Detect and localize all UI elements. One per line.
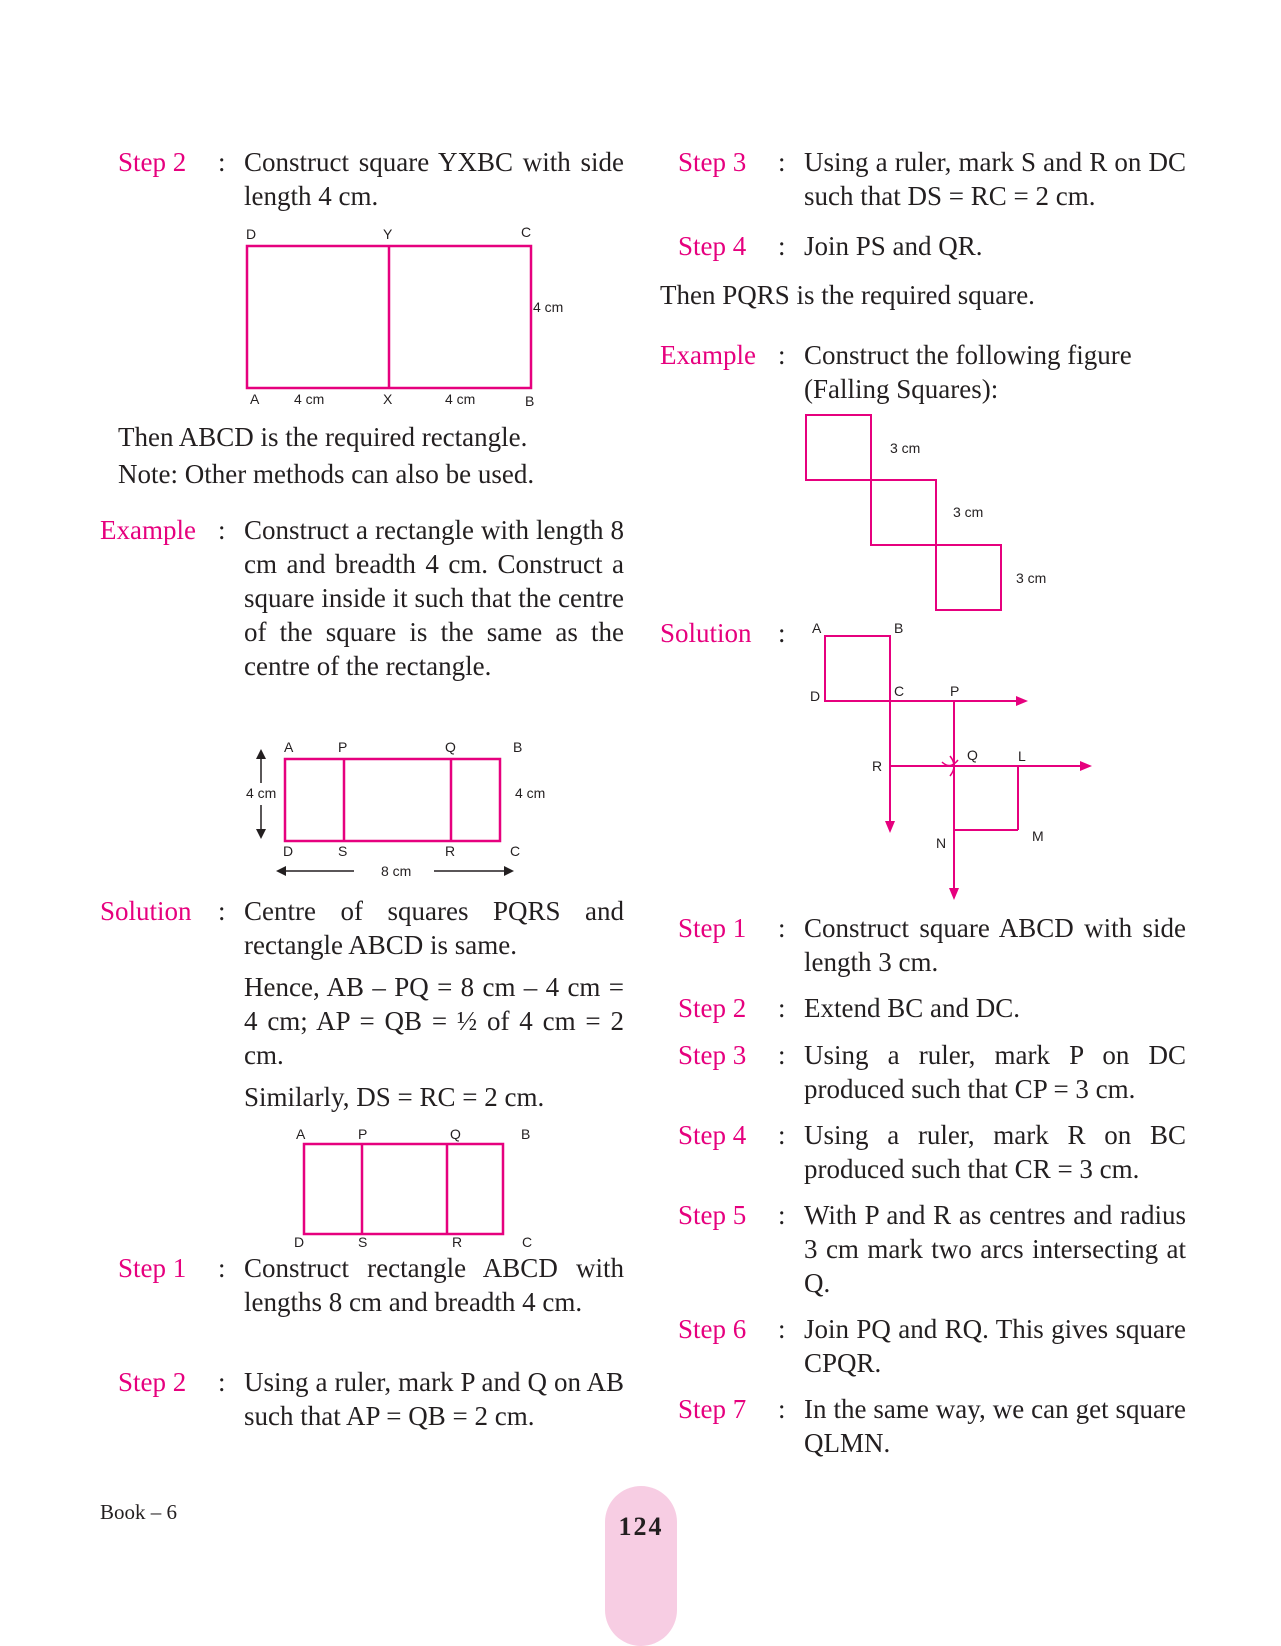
step-label: Step 1 bbox=[678, 913, 747, 943]
label-c: C bbox=[894, 683, 905, 699]
colon: : bbox=[218, 1253, 226, 1283]
label-a: A bbox=[250, 391, 260, 407]
example-text: Construct the following figure (Falling Squares): bbox=[804, 340, 1132, 404]
right-step-5 bbox=[678, 1198, 1186, 1300]
colon: : bbox=[778, 147, 786, 177]
label-c: C bbox=[521, 224, 532, 240]
label-b: B bbox=[521, 1126, 531, 1142]
colon: : bbox=[778, 1040, 786, 1070]
label-a: A bbox=[284, 739, 294, 755]
colon: : bbox=[218, 896, 226, 926]
label-b: B bbox=[513, 739, 523, 755]
right-step-2 bbox=[678, 991, 1186, 1025]
example-falling-squares bbox=[660, 338, 1186, 406]
step-label: Step 7 bbox=[678, 1394, 747, 1424]
label-r: R bbox=[452, 1234, 463, 1250]
label-n: N bbox=[936, 835, 947, 851]
colon: : bbox=[778, 1314, 786, 1344]
label-3cm-mid: 3 cm bbox=[953, 504, 984, 520]
label-r: R bbox=[872, 758, 883, 774]
step-text: Extend BC and DC. bbox=[804, 993, 1020, 1023]
step-text: Using a ruler, mark P and Q on AB such that AP = QB = 2 cm. bbox=[244, 1367, 624, 1431]
step-label: Step 6 bbox=[678, 1314, 747, 1344]
label-d: D bbox=[294, 1234, 305, 1250]
solution-label: Solution bbox=[660, 618, 752, 648]
label-y: Y bbox=[383, 226, 393, 242]
colon: : bbox=[778, 993, 786, 1023]
hence-text: Hence, AB – PQ = 8 cm – 4 cm = 4 cm; AP = QB = ½ of 4 cm = 2 cm. bbox=[244, 972, 624, 1070]
note-text: Note: Other methods can also be used. bbox=[118, 459, 535, 489]
label-right-4cm: 4 cm bbox=[515, 785, 546, 801]
step-label: Step 4 bbox=[678, 231, 747, 261]
step-1-construct-rectangle bbox=[118, 1251, 624, 1319]
step-text: Join PQ and RQ. This gives square CPQR. bbox=[804, 1314, 1186, 1378]
colon: : bbox=[218, 147, 226, 177]
right-step-6 bbox=[678, 1312, 1186, 1380]
label-r: R bbox=[445, 843, 456, 859]
right-step-7 bbox=[678, 1392, 1186, 1460]
label-b: B bbox=[525, 393, 535, 409]
right-step-4 bbox=[678, 1118, 1186, 1186]
label-c: C bbox=[522, 1234, 533, 1250]
label-ax-4cm: 4 cm bbox=[294, 391, 325, 407]
label-p: P bbox=[358, 1126, 368, 1142]
label-a: A bbox=[812, 620, 822, 636]
example-rectangle bbox=[100, 513, 624, 683]
label-s: S bbox=[338, 843, 348, 859]
label-l: L bbox=[1018, 748, 1026, 764]
colon: : bbox=[778, 231, 786, 261]
label-s: S bbox=[358, 1234, 368, 1250]
label-p: P bbox=[338, 739, 348, 755]
colon: : bbox=[778, 913, 786, 943]
step-text: Using a ruler, mark S and R on DC such that DS = RC = 2 cm. bbox=[804, 147, 1186, 211]
page-number: 124 bbox=[618, 1512, 664, 1541]
step-3-mark-sr bbox=[678, 145, 1186, 213]
step-2-square-yxbc bbox=[118, 145, 624, 213]
step-text: Construct square YXBC with side length 4 cm. bbox=[244, 147, 624, 211]
step-label: Step 3 bbox=[678, 147, 747, 177]
label-left-4cm: 4 cm bbox=[246, 785, 277, 801]
label-b: B bbox=[894, 620, 904, 636]
label-m: M bbox=[1032, 828, 1044, 844]
similarly-text: Similarly, DS = RC = 2 cm. bbox=[244, 1082, 545, 1112]
step-text: In the same way, we can get square QLMN. bbox=[804, 1394, 1186, 1458]
example-text: Construct a rectangle with length 8 cm and breadth 4 cm. Construct a square inside it such that the centre of the square is the same as the centre of the rectangle. bbox=[244, 515, 624, 681]
step-2-mark-pq bbox=[118, 1365, 624, 1433]
step-label: Step 5 bbox=[678, 1200, 747, 1230]
colon: : bbox=[778, 1394, 786, 1424]
step-label: Step 2 bbox=[678, 993, 747, 1023]
rectangle-pqrs-figure bbox=[290, 1125, 550, 1250]
then-square-text: Then PQRS is the required square. bbox=[660, 280, 1035, 310]
book-label: Book – 6 bbox=[100, 1500, 178, 1524]
label-q: Q bbox=[445, 739, 456, 755]
label-d: D bbox=[283, 843, 294, 859]
step-label: Step 2 bbox=[118, 147, 187, 177]
label-q: Q bbox=[967, 747, 978, 763]
colon: : bbox=[218, 1367, 226, 1397]
label-xb-4cm: 4 cm bbox=[445, 391, 476, 407]
step-text: Using a ruler, mark P on DC produced such that CP = 3 cm. bbox=[804, 1040, 1186, 1104]
falling-squares-figure bbox=[800, 410, 1080, 620]
step-label: Step 2 bbox=[118, 1367, 187, 1397]
label-3cm-top: 3 cm bbox=[890, 440, 921, 456]
label-q: Q bbox=[450, 1126, 461, 1142]
colon: : bbox=[218, 515, 226, 545]
colon: : bbox=[778, 618, 786, 648]
label-3cm-bottom: 3 cm bbox=[1016, 570, 1047, 586]
colon: : bbox=[778, 340, 786, 370]
label-side-4cm: 4 cm bbox=[533, 299, 564, 315]
step-text: Using a ruler, mark R on BC produced such that CR = 3 cm. bbox=[804, 1120, 1186, 1184]
right-step-3 bbox=[678, 1038, 1186, 1106]
solution-label: Solution bbox=[100, 896, 192, 926]
label-a: A bbox=[296, 1126, 306, 1142]
label-8cm: 8 cm bbox=[381, 863, 412, 879]
label-x: X bbox=[383, 391, 393, 407]
label-d: D bbox=[246, 226, 257, 242]
step-label: Step 1 bbox=[118, 1253, 187, 1283]
step-label: Step 4 bbox=[678, 1120, 747, 1150]
solution-falling-squares bbox=[660, 616, 800, 650]
label-d: D bbox=[810, 688, 821, 704]
example-label: Example bbox=[660, 340, 756, 370]
right-step-1 bbox=[678, 911, 1186, 979]
step-label: Step 3 bbox=[678, 1040, 747, 1070]
step-text: Construct square ABCD with side length 3 cm. bbox=[804, 913, 1186, 977]
rectangle-with-square-figure bbox=[238, 735, 568, 885]
falling-squares-construction-figure bbox=[800, 620, 1100, 905]
step-text: With P and R as centres and radius 3 cm mark two arcs intersecting at Q. bbox=[804, 1200, 1186, 1298]
solution-centre bbox=[100, 894, 624, 962]
example-label: Example bbox=[100, 515, 196, 545]
colon: : bbox=[778, 1120, 786, 1150]
solution-text: Centre of squares PQRS and rectangle ABCD is same. bbox=[244, 896, 624, 960]
step-4-join bbox=[678, 229, 1186, 263]
step-text: Construct rectangle ABCD with lengths 8 cm and breadth 4 cm. bbox=[244, 1253, 624, 1317]
rectangle-abcd-figure bbox=[230, 222, 590, 412]
then-rectangle-text: Then ABCD is the required rectangle. bbox=[118, 422, 528, 452]
colon: : bbox=[778, 1200, 786, 1230]
label-p: P bbox=[950, 683, 960, 699]
step-text: Join PS and QR. bbox=[804, 231, 983, 261]
label-c: C bbox=[510, 843, 521, 859]
page-number-tab bbox=[605, 1486, 677, 1646]
